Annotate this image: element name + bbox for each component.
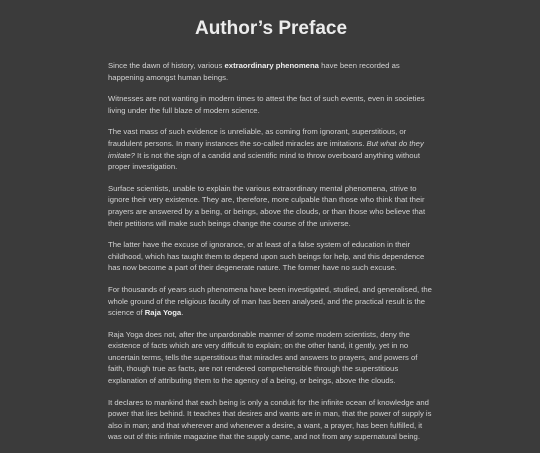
paragraph-1-bold: extraordinary phenomena xyxy=(224,61,319,70)
paragraph-7: Raja Yoga does not, after the unpardonable manner of some modern scientists, deny the existence of facts which are very difficult to explain; on the other hand, it gently, yet in no uncertain terms, tells the superstitious that miracles and answers to prayers, and powers of faith, though true as facts, are not rendered comprehensible through the superstitious explanation of attributing them to the agency of a being, or beings, above the clouds. xyxy=(108,329,418,386)
paragraph-1 xyxy=(108,60,434,83)
paragraph-6 xyxy=(108,284,434,319)
paragraph-4: Surface scientists, unable to explain the various extraordinary mental phenomena, strive to ignore their very existence. They are, therefore, more culpable than those who think that their prayers are answered by a being, or beings, above the clouds, or than those who believe that their petitions will make such beings change the course of the universe. xyxy=(108,183,426,228)
paragraph-1-text-c: have been recorded as happening amongst human beings. xyxy=(108,61,400,82)
paragraph-3-italic: But what do they imitate? xyxy=(108,138,424,160)
paragraph-5: The latter have the excuse of ignorance, or at least of a false system of education in their childhood, which has taught them to depend upon such beings for help, and this dependence has now become a part of their degenerate nature. The former have no such excuse. xyxy=(108,240,425,273)
paragraph-3-text-c: It is not the sign of a candid and scientific mind to throw overboard anything without proper investigation. xyxy=(108,150,420,172)
paragraph-1-text-a: Since the dawn of history, various xyxy=(108,61,225,70)
paragraph-6-bold: Raja Yoga xyxy=(144,308,182,318)
paragraph-6-text-c: . xyxy=(181,308,184,318)
paragraph-3 xyxy=(108,126,434,172)
preface-content xyxy=(108,0,434,453)
paragraph-2: Witnesses are not wanting in modern times to attest the fact of such events, even in societies living under the full blaze of modern science. xyxy=(108,94,425,115)
paragraph-6-text-a: For thousands of years such phenomena have been investigated, studied, and generalised, the whole ground of the religious faculty of man has been analysed, and the practical result is the science of xyxy=(108,284,432,318)
paragraph-8: It declares to mankind that each being is only a conduit for the infinite ocean of knowledge and power that lies behind. It teaches that desires and wants are in man, that the power of supply is also in man; and that wherever and whenever a desire, a want, a prayer, has been fulfilled, it was out of this infinite magazine that the supply came, and not from any supernatural being. xyxy=(108,397,432,442)
paragraph-3-text-a: The vast mass of such evidence is unreliable, as coming from ignorant, superstitious, or fraudulent persons. In many instances the so-called miracles are imitations. xyxy=(108,127,407,148)
page-title: Author’s Preface xyxy=(194,18,348,39)
